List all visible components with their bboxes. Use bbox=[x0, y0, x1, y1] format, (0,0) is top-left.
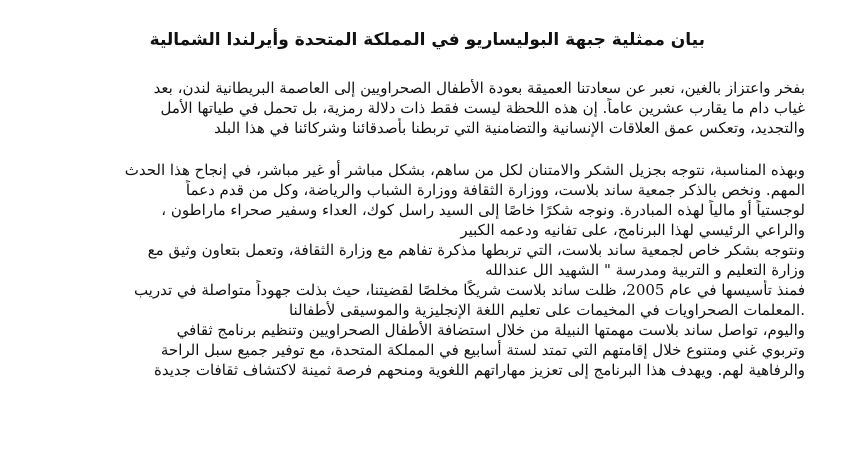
text-line: غياب دام ما يقارب عشرين عاماً. إن هذه اللحظة ليست فقط ذات دلالة رمزية، بل تحمل في طياتها الأمل bbox=[160, 99, 805, 117]
document-title: بيان ممثلية جبهة البوليساريو في المملكة المتحدة وأيرلندا الشمالية bbox=[149, 30, 705, 50]
paragraph-spacer bbox=[40, 138, 805, 160]
text-line: وبهذه المناسبة، نتوجه بجزيل الشكر والامتنان لكل من ساهم، بشكل مباشر أو غير مباشر، في إنجاح هذا الحدث bbox=[124, 161, 805, 179]
text-line: واليوم، تواصل ساند بلاست مهمتها النبيلة من خلال استضافة الأطفال الصحراويين وتنظيم برنامج ثقافي bbox=[176, 321, 805, 339]
document-body bbox=[40, 78, 805, 380]
text-line: .المعلمات الصحراويات في المخيمات على تعليم اللغة الإنجليزية والموسيقى لأطفالنا bbox=[288, 301, 805, 319]
paragraph-thanks bbox=[40, 160, 805, 380]
text-line: وزارة التعليم و التربية ومدرسة " الشهيد الل عندالله bbox=[485, 261, 805, 279]
text-line: والراعي الرئيسي لهذا البرنامج، على تفانيه ودعمه الكبير bbox=[460, 221, 805, 239]
text-line: والتجديد، وتعكس عمق العلاقات الإنسانية والتضامنية التي تربطنا بأصدقائنا وشركائنا في هذا البلد bbox=[214, 119, 805, 137]
text-line: لوجستياً أو مالياً لهذه المبادرة. ونوجه شكرًا خاصًا إلى السيد راسل كوك، العداء وسفير صحراء ماراطون ، bbox=[161, 201, 805, 219]
text-line: ونتوجه بشكر خاص لجمعية ساند بلاست، التي تربطها مذكرة تفاهم مع وزارة الثقافة، وتعمل بتعاون وثيق مع bbox=[147, 241, 805, 259]
text-line: فمنذ تأسيسها في عام 2005، ظلت ساند بلاست شريكًا مخلصًا لقضيتنا، حيث بذلت جهوداً متواصلة في تدريب bbox=[133, 281, 805, 299]
text-line: والرفاهية لهم. ويهدف هذا البرنامج إلى تعزيز مهاراتهم اللغوية ومنحهم فرصة ثمينة لاكتشاف ثقافات جديدة bbox=[154, 361, 805, 379]
text-line: وتربوي غني ومتنوع خلال إقامتهم التي تمتد لستة أسابيع في المملكة المتحدة، مع توفير جميع سبل الراحة bbox=[160, 341, 805, 359]
text-line: بفخر واعتزاز بالغين، نعبر عن سعادتنا العميقة بعودة الأطفال الصحراويين إلى العاصمة البريطانية لندن، بعد bbox=[153, 79, 805, 97]
text-line: المهم. ونخص بالذكر جمعية ساند بلاست، ووزارة الثقافة ووزارة الشباب والرياضة، وكل من قدم دعماً bbox=[185, 181, 805, 199]
paragraph-intro bbox=[40, 78, 805, 138]
